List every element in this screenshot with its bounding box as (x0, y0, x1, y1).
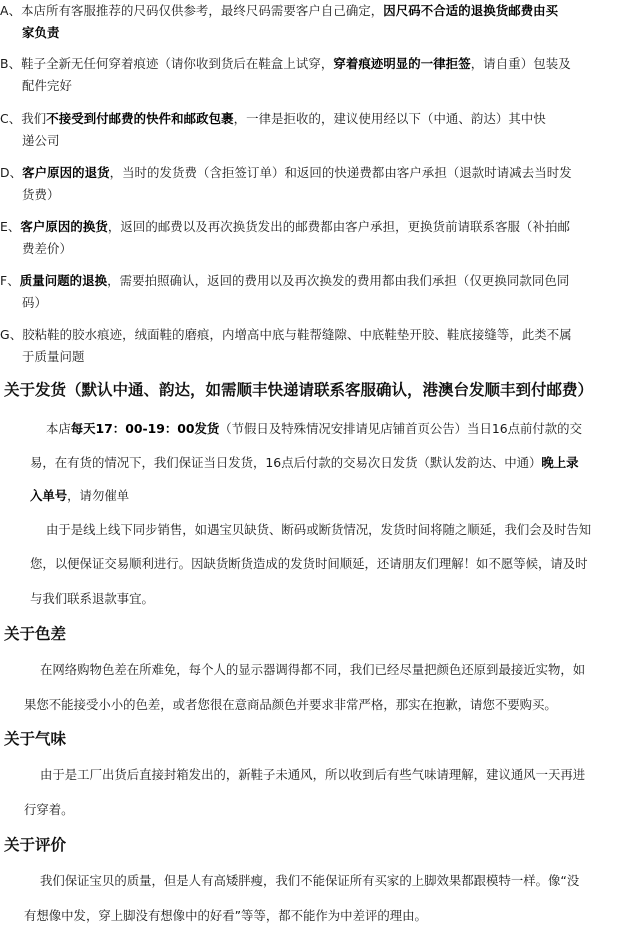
review-heading: 关于评价 (4, 836, 67, 854)
body-text: ，当时的发货费（含拒签订单）和返回的快递费都由客户承担（退款时请减去当时发 (109, 165, 572, 180)
body-text: C、我们 (0, 111, 47, 126)
policy-item-e (0, 216, 612, 260)
body-text: ，需要拍照确认，返回的费用以及再次换发的费用都由我们承担（仅更换同款同色同 (107, 273, 570, 288)
policy-line (0, 75, 612, 97)
smell-line: 由于是工厂出货后直接封箱发出的，新鞋子未通风，所以收到后有些气味请理解，建议通风一天再进 (40, 767, 586, 782)
policy-item-a (0, 0, 612, 44)
emphasis-text: 穿着痕迹明显的一律拒签 (333, 56, 471, 71)
body-text: （节假日及特殊情况安排请见店铺首页公告）当日16点前付款的交 (219, 421, 582, 436)
color-diff-line: 果您不能接受小小的色差，或者您很在意商品颜色并要求非常严格，那实在抱歉，请您不要购买。 (24, 697, 557, 712)
emphasis-text: 家负责 (22, 25, 60, 40)
body-text: 递公司 (22, 133, 60, 148)
shipping-line (30, 485, 129, 507)
emphasis-text: 因尺码不合适的退换货邮费由买 (383, 3, 559, 18)
body-text: ，返回的邮费以及再次换货发出的邮费都由客户承担，更换货前请联系客服（补拍邮 (107, 219, 571, 234)
emphasis-text: 晚上录 (541, 455, 579, 470)
body-text: ，请勿催单 (67, 488, 130, 503)
body-text: D、 (0, 165, 23, 180)
shipping-line (46, 418, 582, 440)
policy-line (0, 327, 572, 342)
emphasis-text: 每天17：00-19：00发货 (70, 421, 220, 436)
review-line: 我们保证宝贝的质量，但是人有高矮胖瘦，我们不能保证所有买家的上脚效果都跟模特一样。像“没 (40, 873, 580, 888)
policy-item-d (0, 162, 612, 206)
policy-item-f (0, 270, 612, 314)
policy-line (0, 292, 612, 314)
policy-line (0, 346, 612, 368)
emphasis-text: 入单号 (30, 488, 68, 503)
shipping-line (46, 519, 591, 541)
shipping-line (30, 588, 154, 610)
body-text: A、本店所有客服推荐的尺码仅供参考，最终尺码需要客户自己确定， (0, 3, 384, 18)
emphasis-text: 质量问题的退换 (19, 273, 108, 288)
color-diff-heading: 关于色差 (4, 625, 67, 643)
shipping-line (30, 452, 579, 474)
body-text: 您，以便保证交易顺利进行。因缺货断货造成的发货时间顺延，还请朋友们理解！如不愿等候，请及时 (30, 556, 588, 571)
policy-line (0, 56, 571, 71)
body-text: 配件完好 (22, 78, 72, 93)
policy-line (0, 3, 558, 18)
policy-line (0, 238, 612, 260)
body-text: G、胶粘鞋的胶水痕迹，绒面鞋的磨痕，内增高中底与鞋帮缝隙、中底鞋垫开胶、鞋底接缝等，此类不属 (0, 327, 572, 342)
review-line: 有想像中发，穿上脚没有想像中的好看”等等，都不能作为中差评的理由。 (24, 908, 427, 923)
body-text: F、 (0, 273, 20, 288)
policy-item-c (0, 108, 612, 152)
policy-line (0, 184, 612, 206)
policy-line (0, 111, 546, 126)
body-text: 码） (22, 295, 47, 310)
body-text: ，请自重）包装及 (470, 56, 571, 71)
policy-line (0, 130, 612, 152)
emphasis-text: 客户原因的换货 (20, 219, 108, 234)
body-text: E、 (0, 219, 21, 234)
body-text: 货费） (22, 187, 60, 202)
body-text: 于质量问题 (22, 349, 85, 364)
smell-line: 行穿着。 (24, 802, 74, 817)
emphasis-text: 客户原因的退货 (22, 165, 110, 180)
color-diff-line: 在网络购物色差在所难免，每个人的显示器调得都不同，我们已经尽量把颜色还原到最接近实物，如 (40, 662, 586, 677)
policy-item-b (0, 53, 612, 97)
smell-heading: 关于气味 (4, 730, 67, 748)
body-text: B、鞋子全新无任何穿着痕迹（请你收到货后在鞋盒上试穿， (0, 56, 334, 71)
policy-line (0, 165, 572, 180)
shipping-heading: 关于发货（默认中通、韵达，如需顺丰快递请联系客服确认，港澳台发顺丰到付邮费） (4, 381, 594, 399)
body-text: 与我们联系退款事宜。 (30, 591, 154, 606)
shipping-line (30, 553, 588, 575)
body-text: 由于是线上线下同步销售，如遇宝贝缺货、断码或断货情况，发货时间将随之顺延，我们会及时告知 (46, 522, 592, 537)
policy-item-g (0, 324, 612, 368)
body-text: 费差价） (22, 241, 72, 256)
emphasis-text: 不接受到付邮费的快件和邮政包裹 (46, 111, 234, 126)
policy-line (0, 219, 570, 234)
body-text: ，一律是拒收的，建议使用经以下（中通、韵达）其中快 (233, 111, 546, 126)
policy-line (0, 273, 569, 288)
policy-line (0, 22, 612, 44)
body-text: 易，在有货的情况下，我们保证当日发货，16点后付款的交易次日发货（默认发韵达、中通） (30, 455, 542, 470)
body-text: 本店 (46, 421, 71, 436)
